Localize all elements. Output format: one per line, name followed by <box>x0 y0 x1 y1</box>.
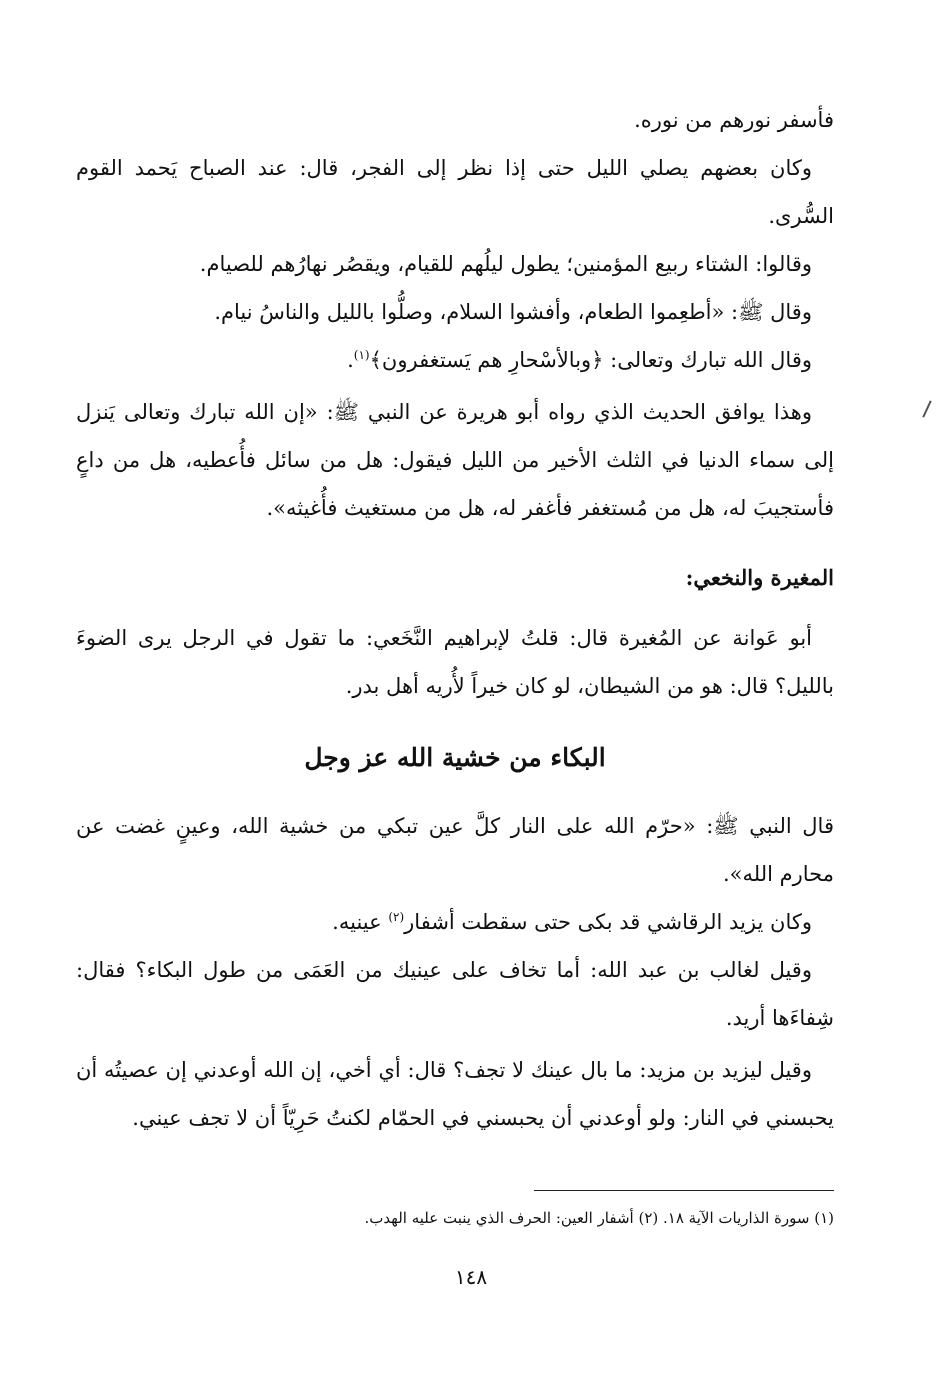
quran-verse: وقال الله تبارك وتعالى: ﴿وبالأسْحارِ هم يَستغفرون﴾ <box>369 348 812 372</box>
paragraph: وهذا يوافق الحديث الذي رواه أبو هريرة عن النبي ﷺ: «إن الله تبارك وتعالى يَنزل إلى سماء الدنيا في الثلث الأخير من الليل فيقول: هل من سائل فأُعطيه، هل من داعٍ فأستجيبَ له، هل من مُستغفر فأغفر له، هل من مستغيث فأُغيثه». <box>76 400 834 520</box>
paragraph <box>76 336 834 384</box>
footnote-divider <box>534 1190 834 1191</box>
text-block-night-prayer <box>76 96 834 384</box>
paragraph: فأسفر نورهم من نوره. <box>634 108 834 132</box>
text-block-yazid <box>76 1046 834 1142</box>
footnotes: (١) سورة الذاريات الآية ١٨. (٢) أشفار العين: الحرف الذي ينبت عليه الهدب. <box>364 1209 834 1227</box>
paragraph: وقالوا: الشتاء ربيع المؤمنين؛ يطول ليلُهم للقيام، ويقصُر نهارُهم للصيام. <box>199 252 812 276</box>
paragraph: قال النبي ﷺ: «حرّم الله على النار كلَّ عين تبكي من خشية الله، وعينٍ غضت عن محارم الله». <box>76 814 834 886</box>
margin-pen-mark <box>922 400 931 417</box>
punctuation: . <box>347 348 354 372</box>
text-block-hadith <box>76 388 834 532</box>
footnote-marker: (٢) <box>388 910 405 924</box>
paragraph: وقيل ليزيد بن مزيد: ما بال عينك لا تجف؟ قال: أي أخي، إن الله أوعدني إن عصيتُه أن يحبسني في النار: ولو أوعدني أن يحبسني في الحمّام لكنتُ حَرِيّاً أن لا تجف عيني. <box>76 1058 834 1130</box>
paragraph: وكان بعضهم يصلي الليل حتى إذا نظر إلى الفجر، قال: عند الصباح يَحمد القوم السُّرى. <box>76 156 834 228</box>
paragraph: أبو عَوانة عن المُغيرة قال: قلتُ لإبراهيم النَّخَعي: ما تقول في الرجل يرى الضوءَ بالليل؟ قال: هو من الشيطان، لو كان خيراً لأُريه أهل بدر. <box>76 626 834 698</box>
text-block-mughira <box>76 614 834 710</box>
text-block-weeping <box>76 802 834 1042</box>
chapter-title: البكاء من خشية الله عز وجل <box>304 743 606 772</box>
footnote-marker: (١) <box>353 348 370 362</box>
page-number: ١٤٨ <box>454 1265 488 1289</box>
paragraph: وقيل لغالب بن عبد الله: أما تخاف على عينيك من العَمَى من طول البكاء؟ فقال: شِفاءَها أريد. <box>76 958 834 1030</box>
sentence-part: عينيه. <box>332 910 389 934</box>
section-heading: المغيرة والنخعي: <box>685 565 834 590</box>
paragraph <box>76 898 834 946</box>
sentence-part: وكان يزيد الرقاشي قد بكى حتى سقطت أشفار <box>404 910 812 934</box>
paragraph: وقال ﷺ: «أطعِموا الطعام، وأفشوا السلام، وصلُّوا بالليل والناسُ نيام. <box>214 300 812 324</box>
